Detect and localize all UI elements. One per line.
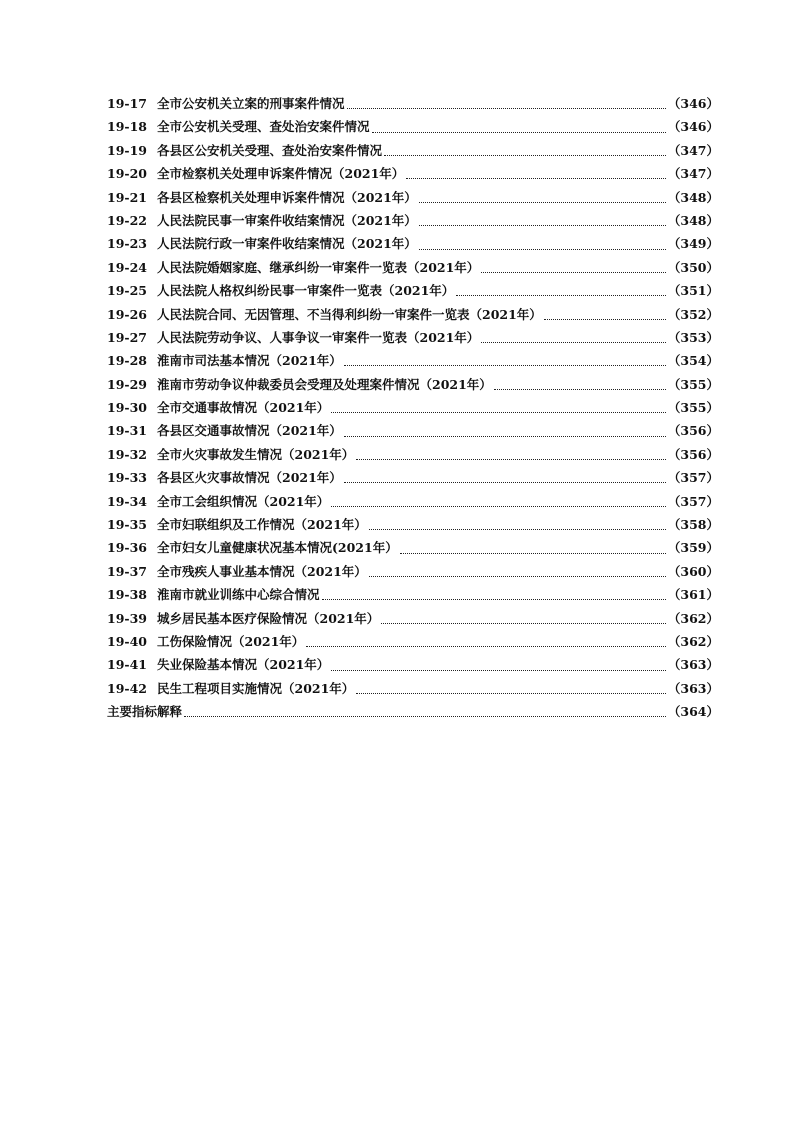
toc-entry-number: 19-39 bbox=[107, 610, 147, 626]
toc-entry-title: 各县区交通事故情况（2021年） bbox=[157, 423, 342, 439]
toc-entry[interactable] bbox=[107, 303, 719, 326]
toc-entry-page: （357） bbox=[667, 493, 719, 509]
toc-dot-leader bbox=[184, 714, 666, 717]
toc-dot-leader bbox=[369, 527, 666, 530]
toc-entry-title: 淮南市司法基本情况（2021年） bbox=[157, 353, 342, 369]
toc-entry-title: 全市火灾事故发生情况（2021年） bbox=[157, 446, 355, 462]
toc-dot-leader bbox=[381, 621, 666, 624]
toc-dot-leader bbox=[331, 410, 666, 413]
toc-entry-number: 19-38 bbox=[107, 587, 147, 603]
toc-entry-page: （364） bbox=[667, 704, 719, 720]
toc-dot-leader bbox=[356, 457, 666, 460]
toc-entry[interactable] bbox=[107, 536, 719, 559]
toc-dot-leader bbox=[331, 668, 666, 671]
toc-entry-page: （346） bbox=[667, 119, 719, 135]
toc-entry-page: （353） bbox=[667, 329, 719, 345]
toc-entry-number: 19-24 bbox=[107, 259, 147, 275]
toc-entry[interactable] bbox=[107, 396, 719, 419]
toc-entry-title: 人民法院人格权纠纷民事一审案件一览表（2021年） bbox=[157, 283, 455, 299]
toc-entry-title: 淮南市就业训练中心综合情况 bbox=[157, 587, 320, 603]
toc-entry-title: 全市残疾人事业基本情况（2021年） bbox=[157, 563, 367, 579]
toc-entry-page: （348） bbox=[667, 212, 719, 228]
toc-entry[interactable] bbox=[107, 139, 719, 162]
toc-dot-leader bbox=[372, 130, 666, 133]
table-of-contents bbox=[107, 92, 719, 724]
toc-entry-title: 全市检察机关处理申诉案件情况（2021年） bbox=[157, 166, 405, 182]
toc-entry-number: 19-22 bbox=[107, 212, 147, 228]
toc-entry-number: 19-27 bbox=[107, 329, 147, 345]
toc-dot-leader bbox=[419, 200, 666, 203]
toc-dot-leader bbox=[344, 363, 666, 366]
toc-entry-title: 城乡居民基本医疗保险情况（2021年） bbox=[157, 610, 380, 626]
toc-entry[interactable] bbox=[107, 560, 719, 583]
toc-entry-number: 19-26 bbox=[107, 306, 147, 322]
toc-dot-leader bbox=[347, 106, 666, 109]
toc-entry-title: 人民法院行政一审案件收结案情况（2021年） bbox=[157, 236, 417, 252]
toc-entry-page: （356） bbox=[667, 423, 719, 439]
toc-entry-page: （347） bbox=[667, 166, 719, 182]
toc-entry[interactable] bbox=[107, 583, 719, 606]
toc-entry[interactable] bbox=[107, 653, 719, 676]
toc-entry-page: （348） bbox=[667, 189, 719, 205]
toc-entry-title: 各县区火灾事故情况（2021年） bbox=[157, 470, 342, 486]
toc-entry-title: 主要指标解释 bbox=[107, 704, 183, 720]
toc-entry-page: （362） bbox=[667, 633, 719, 649]
toc-entry[interactable] bbox=[107, 466, 719, 489]
toc-entry-number: 19-32 bbox=[107, 446, 147, 462]
toc-entry-title: 全市公安机关立案的刑事案件情况 bbox=[157, 96, 345, 111]
toc-entry[interactable] bbox=[107, 373, 719, 396]
toc-entry-page: （349） bbox=[667, 236, 719, 252]
toc-dot-leader bbox=[400, 551, 666, 554]
toc-entry-page: （351） bbox=[667, 283, 719, 299]
toc-entry[interactable] bbox=[107, 513, 719, 536]
toc-entry-page: （363） bbox=[667, 657, 719, 673]
toc-entry-number: 19-31 bbox=[107, 423, 147, 439]
toc-entry-page: （358） bbox=[667, 517, 719, 533]
toc-dot-leader bbox=[481, 270, 666, 273]
toc-entry-title: 民生工程项目实施情况（2021年） bbox=[157, 680, 355, 696]
toc-entry-number: 19-37 bbox=[107, 563, 147, 579]
toc-entry-number: 19-34 bbox=[107, 493, 147, 509]
toc-entry-page: （357） bbox=[667, 470, 719, 486]
toc-entry[interactable] bbox=[107, 607, 719, 630]
toc-entry-number: 19-41 bbox=[107, 657, 147, 673]
toc-entry-number: 19-19 bbox=[107, 142, 147, 158]
toc-entry-number: 19-30 bbox=[107, 400, 147, 416]
toc-entry[interactable] bbox=[107, 256, 719, 279]
toc-entry-page: （346） bbox=[667, 96, 719, 111]
toc-entry-page: （354） bbox=[667, 353, 719, 369]
toc-entry-number: 19-42 bbox=[107, 680, 147, 696]
toc-dot-leader bbox=[419, 247, 666, 250]
toc-entry-number: 19-29 bbox=[107, 376, 147, 392]
toc-entry-title: 各县区公安机关受理、查处治安案件情况 bbox=[157, 142, 383, 158]
toc-dot-leader bbox=[456, 293, 666, 296]
toc-dot-leader bbox=[344, 480, 666, 483]
toc-entry-number: 19-35 bbox=[107, 517, 147, 533]
toc-entry-page: （355） bbox=[667, 400, 719, 416]
toc-entry[interactable] bbox=[107, 443, 719, 466]
toc-entry[interactable] bbox=[107, 115, 719, 138]
toc-entry-title: 人民法院民事一审案件收结案情况（2021年） bbox=[157, 212, 417, 228]
toc-entry-page: （355） bbox=[667, 376, 719, 392]
toc-dot-leader bbox=[406, 176, 666, 179]
toc-dot-leader bbox=[369, 574, 666, 577]
toc-dot-leader bbox=[322, 597, 666, 600]
toc-entry-number: 19-20 bbox=[107, 166, 147, 182]
toc-dot-leader bbox=[331, 504, 666, 507]
toc-dot-leader bbox=[494, 387, 666, 390]
toc-dot-leader bbox=[481, 340, 666, 343]
toc-entry-page: （352） bbox=[667, 306, 719, 322]
toc-entry-number: 19-28 bbox=[107, 353, 147, 369]
toc-entry[interactable] bbox=[107, 326, 719, 349]
toc-entry-number: 19-18 bbox=[107, 119, 147, 135]
toc-dot-leader bbox=[356, 691, 666, 694]
toc-entry-page: （361） bbox=[667, 587, 719, 603]
toc-entry-title: 工伤保险情况（2021年） bbox=[157, 633, 305, 649]
toc-entry[interactable] bbox=[107, 419, 719, 442]
toc-entry-title: 各县区检察机关处理申诉案件情况（2021年） bbox=[157, 189, 417, 205]
toc-entry-title: 淮南市劳动争议仲裁委员会受理及处理案件情况（2021年） bbox=[157, 376, 492, 392]
toc-entry-appendix[interactable] bbox=[107, 700, 719, 723]
toc-entry-page: （356） bbox=[667, 446, 719, 462]
toc-entry[interactable] bbox=[107, 490, 719, 513]
toc-entry[interactable] bbox=[107, 209, 719, 232]
toc-entry[interactable] bbox=[107, 279, 719, 302]
toc-entry-page: （359） bbox=[667, 540, 719, 556]
toc-entry-page: （350） bbox=[667, 259, 719, 275]
toc-dot-leader bbox=[384, 153, 666, 156]
toc-entry[interactable] bbox=[107, 162, 719, 185]
toc-entry-page: （347） bbox=[667, 142, 719, 158]
toc-entry-title: 人民法院婚姻家庭、继承纠纷一审案件一览表（2021年） bbox=[157, 259, 480, 275]
toc-entry-title: 全市交通事故情况（2021年） bbox=[157, 400, 330, 416]
toc-entry[interactable] bbox=[107, 677, 719, 700]
toc-dot-leader bbox=[306, 644, 666, 647]
toc-entry-number: 19-25 bbox=[107, 283, 147, 299]
toc-entry-title: 全市公安机关受理、查处治安案件情况 bbox=[157, 119, 370, 135]
toc-entry-title: 全市工会组织情况（2021年） bbox=[157, 493, 330, 509]
toc-entry-number: 19-21 bbox=[107, 189, 147, 205]
toc-entry-number: 19-36 bbox=[107, 540, 147, 556]
toc-entry-number: 19-40 bbox=[107, 633, 147, 649]
toc-entry-page: （362） bbox=[667, 610, 719, 626]
toc-entry-title: 人民法院合同、无因管理、不当得利纠纷一审案件一览表（2021年） bbox=[157, 306, 542, 322]
toc-entry[interactable] bbox=[107, 186, 719, 209]
toc-entry-page: （363） bbox=[667, 680, 719, 696]
toc-entry[interactable] bbox=[107, 349, 719, 372]
toc-entry-title: 失业保险基本情况（2021年） bbox=[157, 657, 330, 673]
toc-entry-page: （360） bbox=[667, 563, 719, 579]
toc-entry[interactable] bbox=[107, 630, 719, 653]
toc-entry[interactable] bbox=[107, 92, 719, 115]
toc-entry-title: 人民法院劳动争议、人事争议一审案件一览表（2021年） bbox=[157, 329, 480, 345]
toc-entry-title: 全市妇女儿童健康状况基本情况(2021年） bbox=[157, 540, 398, 556]
toc-dot-leader bbox=[344, 434, 666, 437]
toc-entry-number: 19-33 bbox=[107, 470, 147, 486]
toc-entry-number: 19-23 bbox=[107, 236, 147, 252]
toc-dot-leader bbox=[419, 223, 666, 226]
toc-entry[interactable] bbox=[107, 232, 719, 255]
toc-entry-title: 全市妇联组织及工作情况（2021年） bbox=[157, 517, 367, 533]
toc-entry-number: 19-17 bbox=[107, 96, 147, 111]
toc-dot-leader bbox=[544, 317, 666, 320]
